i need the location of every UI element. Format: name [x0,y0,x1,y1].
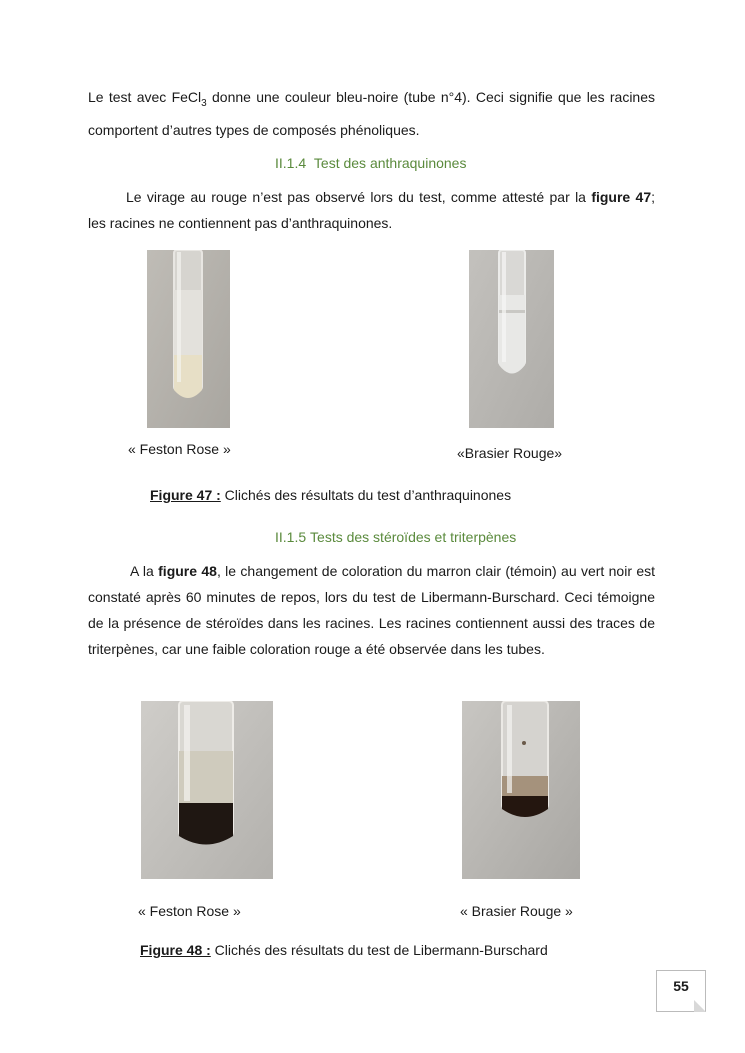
caption-text: Clichés des résultats du test d’anthraquinones [220,487,512,503]
photo-tube-feston-rose-libermann [141,701,273,879]
subscript: 3 [201,97,207,109]
label-brasier-rouge-47: «Brasier Rouge» [457,445,563,461]
paragraph-fecl3 [88,84,655,143]
page-curl-icon [694,1000,706,1012]
figure-reference: figure 48 [158,563,217,579]
figure-label: Figure 47 : [150,487,221,503]
section-number: II.1.5 [275,529,307,545]
text: donne une couleur bleu-noire (tube n°4). Ceci signifie que les racines comportent d’autres types de composés phénoliques. [88,89,656,138]
photo-tube-brasier-rouge-anthraquinones [469,250,554,428]
text: , le changement de coloration du marron clair (témoin) au vert noir est constaté après 60 minutes de repos, lors du test de Libermann-Burschard. Ceci témoigne de la présence de stéroïdes dans les racines. Les racines contiennent aussi des traces de triterpènes, car une faible coloration rouge a été observée dans les tubes. [88,563,655,657]
text: Le test avec FeCl [88,89,202,105]
figure-48-caption [140,942,548,958]
photo-tube-feston-rose-anthraquinones [147,250,230,428]
photo-tube-brasier-rouge-libermann [462,701,580,879]
section-title: Tests des stéroïdes et triterpènes [310,529,517,545]
page-number-box [656,970,706,1012]
paragraph-steroides [88,558,655,662]
label-feston-rose-48: « Feston Rose » [138,903,241,919]
section-heading-steroides [275,529,516,545]
figure-label: Figure 48 : [140,942,211,958]
section-title: Test des anthraquinones [313,155,467,171]
figure-reference: figure 47 [591,189,652,205]
caption-text: Clichés des résultats du test de Libermann-Burschard [210,942,548,958]
text: A la [130,563,159,579]
text: ; les racines ne contiennent pas d’anthraquinones. [88,189,655,231]
text: Le virage au rouge n’est pas observé lors du test, comme attesté par la [126,189,592,205]
label-feston-rose-47: « Feston Rose » [128,441,231,457]
figure-47-caption [150,487,511,503]
label-brasier-rouge-48: « Brasier Rouge » [460,903,573,919]
section-heading-anthraquinones [275,155,466,171]
page-number: 55 [673,978,689,994]
paragraph-anthraquinones [88,184,655,236]
section-number: II.1.4 [275,155,307,171]
